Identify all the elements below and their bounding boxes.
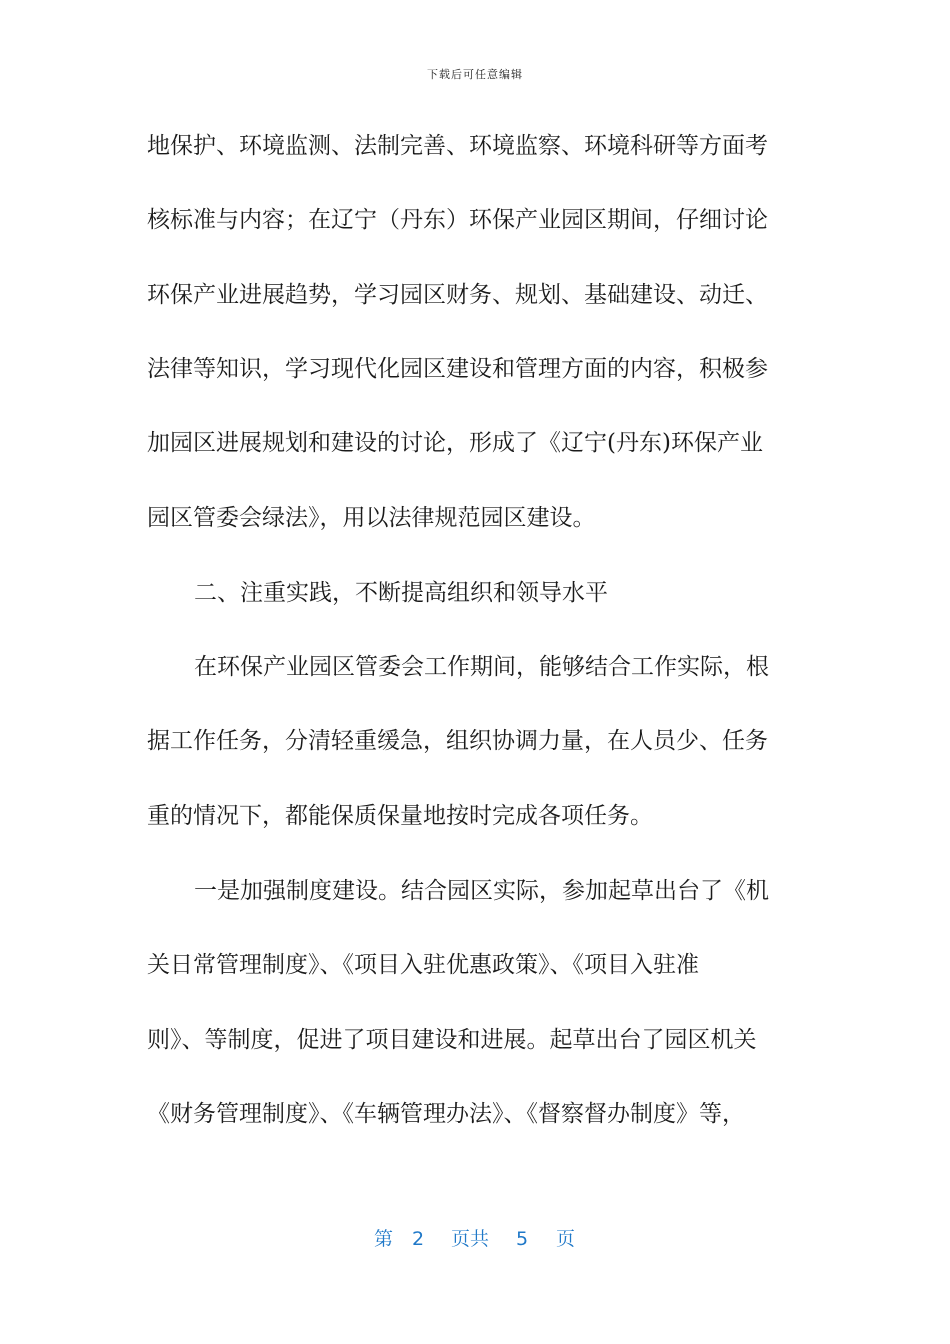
body-line: 《财务管理制度》、《车辆管理办法》、《督察督办制度》等， <box>147 1101 745 1127</box>
footer-page-label: 第 <box>374 1228 394 1250</box>
body-line: 核标准与内容；在辽宁（丹东）环保产业园区期间，仔细讨论 <box>147 207 768 233</box>
body-line: 地保护、环境监测、法制完善、环境监察、环境科研等方面考 <box>147 133 768 159</box>
body-line: 则》、等制度，促进了项目建设和进展。起草出台了园区机关 <box>147 1027 757 1053</box>
body-line: 法律等知识，学习现代化园区建设和管理方面的内容，积极参 <box>147 356 768 382</box>
footer-total-pages: 5 <box>516 1228 529 1250</box>
body-line: 加园区进展规划和建设的讨论，形成了《辽宁(丹东)环保产业 <box>147 430 763 456</box>
body-line: 环保产业进展趋势，学习园区财务、规划、基础建设、动迁、 <box>147 282 768 308</box>
paragraph-first-line: 一是加强制度建设。结合园区实际，参加起草出台了《机 <box>194 878 769 904</box>
footer-end-label: 页 <box>556 1228 576 1250</box>
body-line: 据工作任务，分清轻重缓急，组织协调力量，在人员少、任务 <box>147 728 768 754</box>
header-note: 下载后可任意编辑 <box>427 68 523 81</box>
paragraph-first-line: 在环保产业园区管委会工作期间，能够结合工作实际，根 <box>194 654 769 680</box>
page-footer <box>0 1226 950 1252</box>
footer-current-page: 2 <box>412 1228 425 1250</box>
section-heading: 二、注重实践，不断提高组织和领导水平 <box>194 580 608 606</box>
body-line: 园区管委会绿法》，用以法律规范园区建设。 <box>147 505 596 531</box>
footer-total-label: 页共 <box>451 1228 490 1250</box>
body-line: 关日常管理制度》、《项目入驻优惠政策》、《项目入驻准 <box>147 952 699 978</box>
body-line: 重的情况下，都能保质保量地按时完成各项任务。 <box>147 803 653 829</box>
